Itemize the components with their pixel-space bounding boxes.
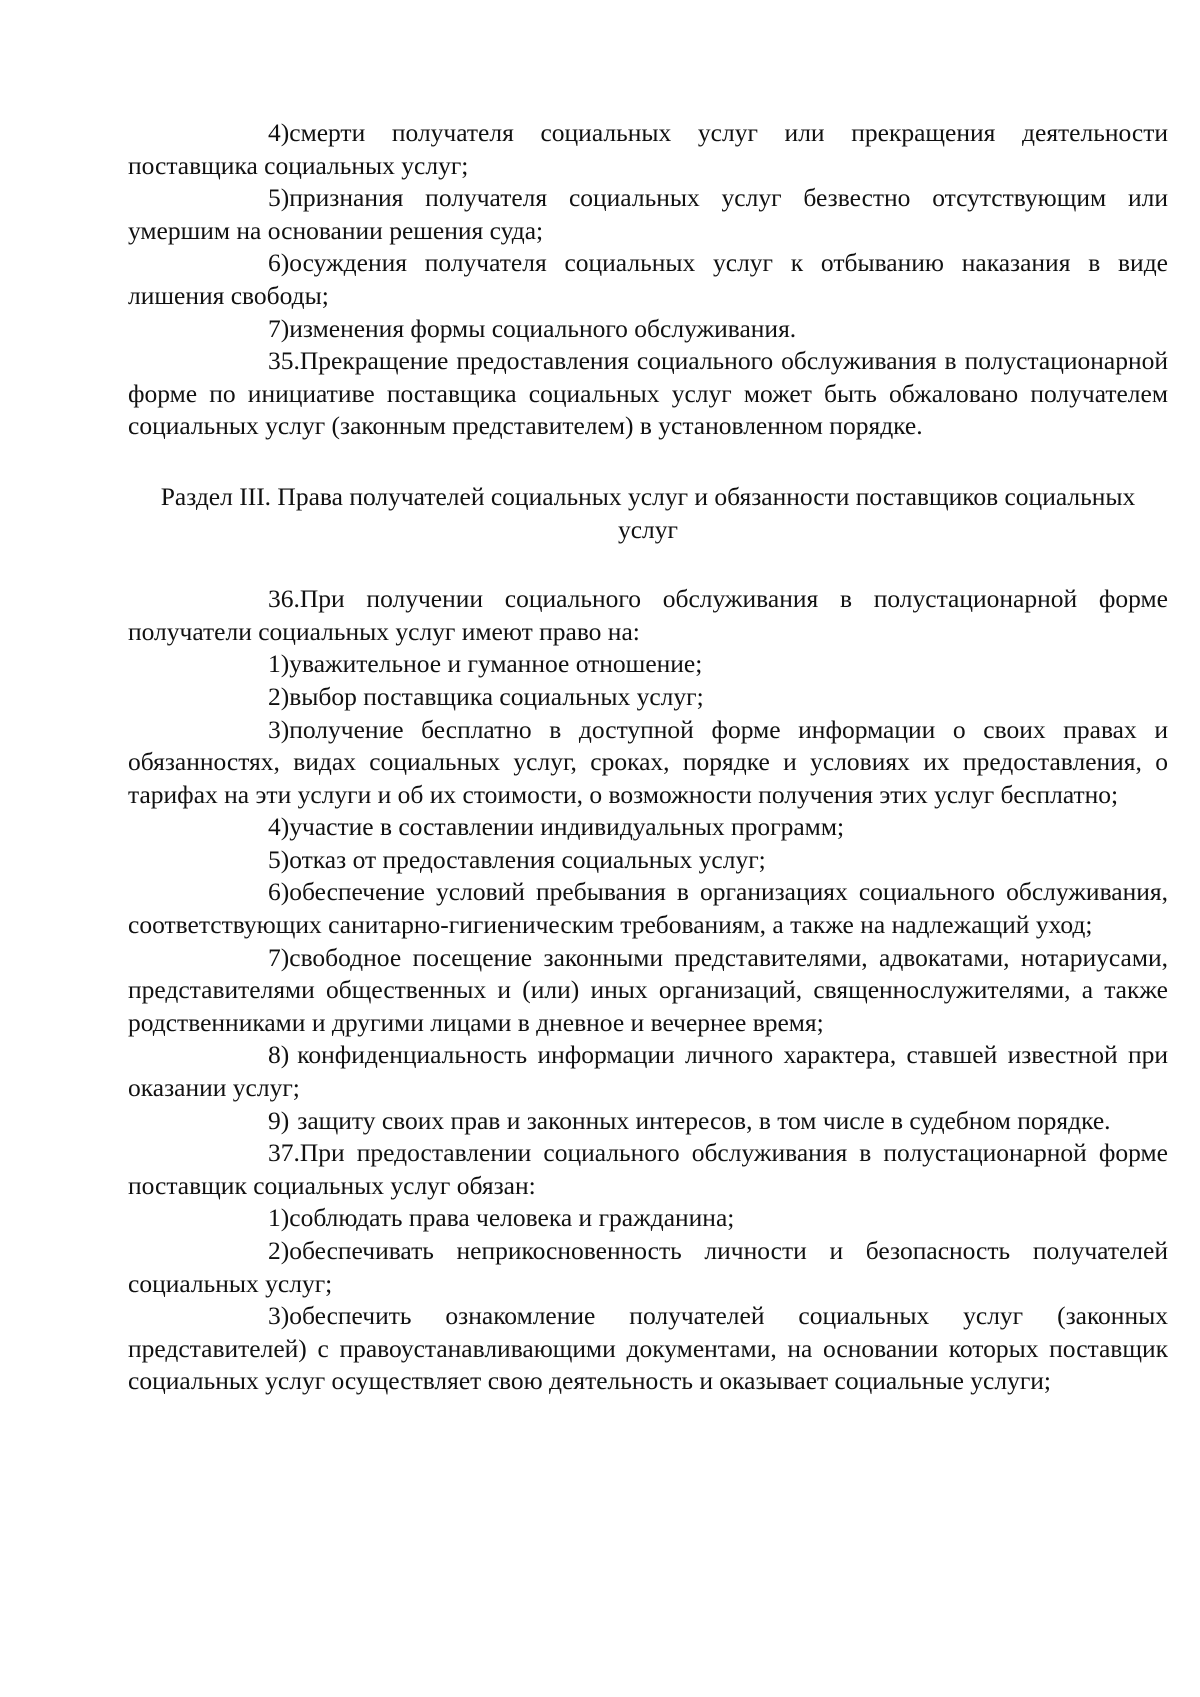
list-item: [128, 247, 1168, 312]
list-item: [128, 681, 1168, 714]
list-item: [128, 811, 1168, 844]
list-item: [128, 182, 1168, 247]
item-number: 37.: [268, 1138, 300, 1168]
list-item: [128, 876, 1168, 941]
list-item: [128, 844, 1168, 877]
item-text: При получении социального обслуживания в полустационарной форме получатели социальных услуг имеют право на:: [128, 584, 1168, 646]
list-item: [128, 117, 1168, 182]
item-number: 2): [268, 1236, 290, 1265]
clause-37: [128, 1137, 1168, 1202]
list-item: [128, 1039, 1168, 1104]
document-page: [128, 117, 1168, 1398]
list-item: [128, 1105, 1168, 1138]
item-number: 5): [268, 183, 290, 213]
item-text: осуждения получателя социальных услуг к отбыванию наказания в виде лишения свободы;: [128, 248, 1168, 310]
item-text: получение бесплатно в доступной форме информации о своих правах и обязанностях, видах социальных услуг, сроках, порядке и условиях их предоставления, о тарифах на эти услуги и об их стоимости, о возможности получения этих услуг бесплатно;: [128, 714, 1168, 809]
list-item: [128, 1202, 1168, 1235]
item-text: конфиденциальность информации личного характера, ставшей известной при оказании услуг;: [128, 1040, 1168, 1103]
list-item: [128, 1235, 1168, 1300]
item-text: смерти получателя социальных услуг или прекращения деятельности поставщика социальных услуг;: [128, 118, 1168, 180]
item-text: отказ от предоставления социальных услуг;: [289, 844, 766, 874]
item-text: Прекращение предоставления социального обслуживания в полустационарной форме по инициативе поставщика социальных услуг может быть обжаловано получателем социальных услуг (законным представителем) в установленном порядке.: [128, 346, 1168, 441]
item-number: 3): [268, 1301, 290, 1331]
item-number: 6): [268, 248, 290, 278]
item-number: 1): [268, 649, 290, 679]
item-text: При предоставлении социального обслуживания в полустационарной форме поставщик социальных услуг обязан:: [128, 1138, 1168, 1200]
item-number: 7): [268, 942, 290, 972]
item-number: 4): [268, 118, 290, 147]
item-number: 5): [268, 844, 290, 874]
item-number: 4): [268, 812, 290, 842]
item-number: 2): [268, 681, 290, 711]
clause-36: [128, 583, 1168, 648]
list-item: [128, 1300, 1168, 1398]
item-text: выбор поставщика социальных услуг;: [289, 681, 704, 711]
item-text: обеспечение условий пребывания в организациях социального обслуживания, соответствующих санитарно-гигиеническим требованиям, а также на надлежащий уход;: [128, 877, 1168, 940]
item-number: 36.: [268, 584, 300, 614]
list-item: [128, 942, 1168, 1040]
item-text: участие в составлении индивидуальных программ;: [289, 812, 845, 842]
list-item: [128, 313, 1168, 346]
item-number: 3): [268, 714, 290, 744]
list-item: [128, 648, 1168, 681]
list-item: [128, 714, 1168, 812]
item-number: 9): [268, 1105, 290, 1135]
item-text: свободное посещение законными представителями, адвокатами, нотариусами, представителями общественных и (или) иных организаций, священнослужителями, а также родственниками и другими лицами в дневное и вечернее время;: [128, 942, 1168, 1037]
item-text: уважительное и гуманное отношение;: [289, 649, 703, 679]
item-text: обеспечить ознакомление получателей социальных услуг (законных представителей) с правоустанавливающими документами, на основании которых поставщик социальных услуг осуществляет свою деятельность и оказывает социальные услуги;: [128, 1301, 1168, 1396]
section-heading: Раздел III. Права получателей социальных услуг и обязанности поставщиков социальных услуг: [160, 481, 1136, 544]
item-text: соблюдать права человека и гражданина;: [289, 1203, 735, 1233]
item-number: 7): [268, 313, 290, 343]
item-number: 8): [268, 1040, 290, 1070]
clause-35: [128, 345, 1168, 443]
item-number: 35.: [268, 346, 300, 376]
item-number: 6): [268, 877, 290, 907]
item-text: изменения формы социального обслуживания.: [289, 313, 797, 343]
item-text: признания получателя социальных услуг безвестно отсутствующим или умершим на основании решения суда;: [128, 183, 1168, 245]
item-text: защиту своих прав и законных интересов, в том числе в судебном порядке.: [297, 1105, 1111, 1135]
item-text: обеспечивать неприкосновенность личности и безопасность получателей социальных услуг;: [128, 1236, 1168, 1298]
item-number: 1): [268, 1203, 290, 1233]
